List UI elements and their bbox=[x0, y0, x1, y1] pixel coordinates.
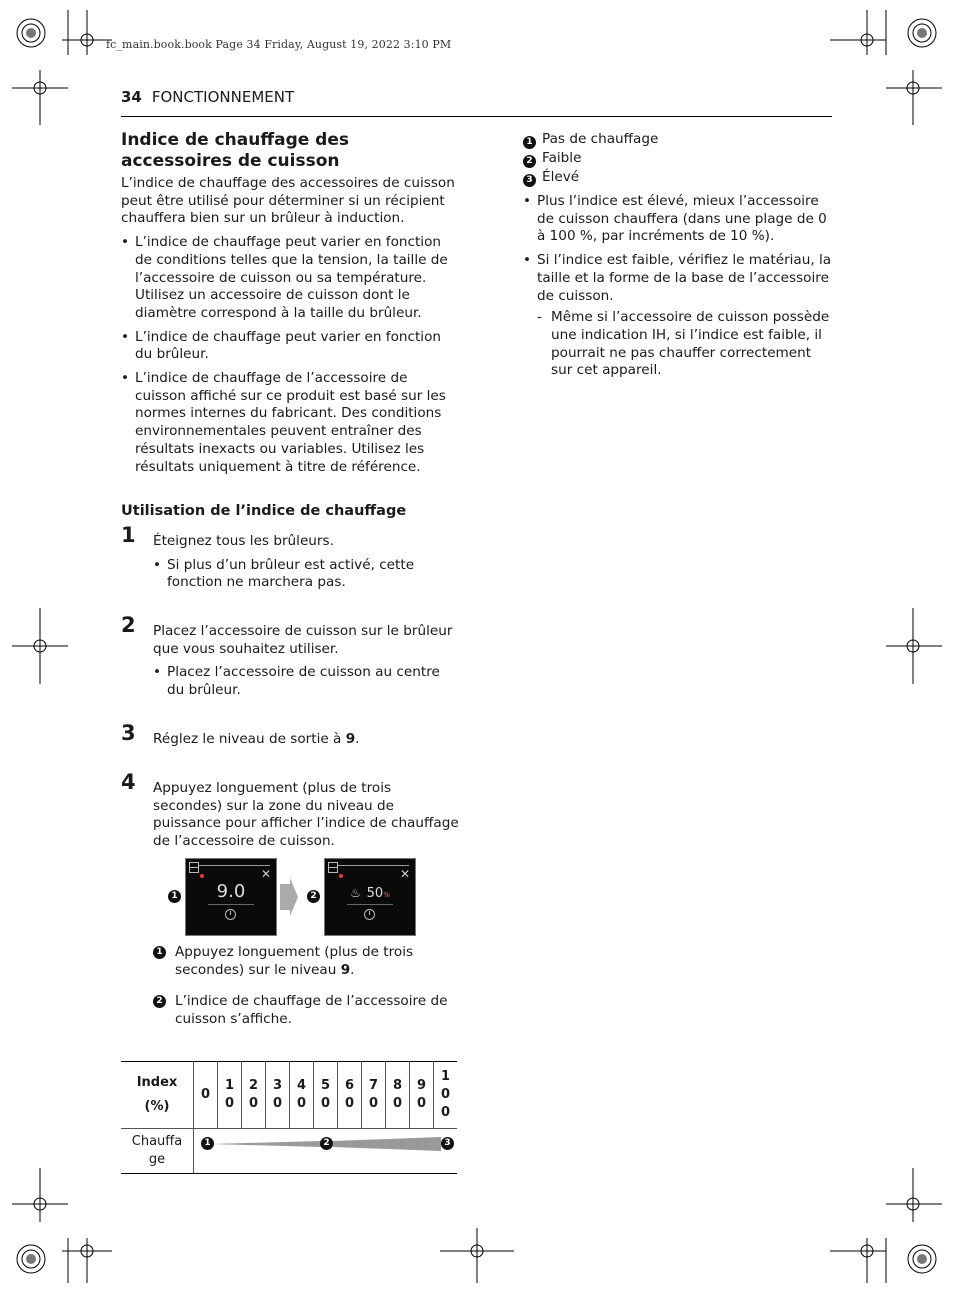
list-item: • L’indice de chauffage peut varier en fonction du brûleur. bbox=[121, 329, 461, 364]
right-column bbox=[523, 131, 833, 386]
step-1 bbox=[121, 523, 461, 598]
timer-icon bbox=[225, 909, 236, 920]
heating-index-value: 50 bbox=[366, 886, 384, 901]
list-item: • Si l’indice est faible, vérifiez le matériau, la taille et la forme de la base de l’accessoire de cuisson. - Même si l’accessoire de cuisson possède une indication IH, si l’indice est faible, il pourrait ne pas chauffer correctement sur cet appareil. bbox=[523, 252, 833, 380]
step-number: 4 bbox=[121, 770, 136, 794]
lock-icon bbox=[328, 862, 338, 873]
list-item: 1 Pas de chauffage bbox=[523, 131, 833, 149]
step-text: Réglez le niveau de sortie à 9. bbox=[153, 731, 360, 747]
table-cell: 7 0 bbox=[362, 1062, 386, 1129]
notes-list bbox=[121, 234, 461, 476]
list-item: • Placez l’accessoire de cuisson au centre du brûleur. bbox=[153, 664, 461, 699]
scale-marker-3: 3 bbox=[441, 1137, 454, 1150]
table-cell: 1 0 bbox=[218, 1062, 242, 1129]
scale-marker-1: 1 bbox=[201, 1137, 214, 1150]
scale-marker-2: 2 bbox=[320, 1137, 333, 1150]
print-slug: fc_main.book.book Page 34 Friday, August 19, 2022 3:10 PM bbox=[106, 38, 452, 51]
heating-index-readout bbox=[325, 882, 415, 905]
step-2 bbox=[121, 613, 461, 706]
figure-marker-1: 1 bbox=[168, 890, 181, 903]
intro-paragraph: L’indice de chauffage des accessoires de cuisson peut être utilisé pour déterminer si un récipient chauffera bien sur un brûleur à induction. bbox=[121, 175, 455, 227]
table-row bbox=[121, 1062, 457, 1129]
table-cell: 2 0 bbox=[242, 1062, 266, 1129]
figure-legend-2 bbox=[153, 993, 453, 1028]
legend-marker: 2 bbox=[153, 995, 166, 1008]
figure-legend-1 bbox=[153, 944, 453, 979]
table-cell: 5 0 bbox=[314, 1062, 338, 1129]
list-item: • L’indice de chauffage peut varier en fonction de conditions telles que la tension, la taille de l’accessoire de cuisson ou sa température. Utilisez un accessoire de cuisson dont le diamètre correspond à la taille du brûleur. bbox=[121, 234, 461, 323]
list-item: 3 Élevé bbox=[523, 169, 833, 187]
step-3 bbox=[121, 721, 461, 749]
close-icon: ✕ bbox=[399, 867, 410, 881]
step-text: Éteignez tous les brûleurs. bbox=[153, 533, 334, 549]
arrow-right-icon bbox=[280, 878, 300, 916]
subsection-heading: Utilisation de l’indice de chauffage bbox=[121, 503, 407, 520]
list-item: - Même si l’accessoire de cuisson possède une indication IH, si l’indice est faible, il pourrait ne pas chauffer correctement sur cet appareil. bbox=[523, 309, 833, 380]
legend-text: L’indice de chauffage de l’accessoire de cuisson s’affiche. bbox=[175, 993, 448, 1027]
step-number: 3 bbox=[121, 721, 136, 745]
legend-marker: 1 bbox=[153, 946, 166, 959]
step-number: 1 bbox=[121, 523, 136, 547]
header-rule bbox=[121, 116, 832, 117]
power-level-value: 9.0 bbox=[216, 881, 246, 902]
notes-list bbox=[523, 193, 833, 380]
lock-icon bbox=[189, 862, 199, 873]
scale-wedge-low bbox=[210, 1141, 322, 1147]
table-cell: 6 0 bbox=[338, 1062, 362, 1129]
heating-levels-list bbox=[523, 131, 833, 187]
scale-wedge-high bbox=[333, 1137, 441, 1151]
table-cell: 8 0 bbox=[386, 1062, 410, 1129]
table-header-cell: Chauffa ge bbox=[121, 1129, 194, 1174]
figure-marker-2: 2 bbox=[307, 890, 320, 903]
section-heading: Indice de chauffage des accessoires de cuisson bbox=[121, 130, 349, 171]
page-header bbox=[121, 88, 294, 106]
table-cell: 1 0 0 bbox=[434, 1062, 458, 1129]
table-cell: 3 0 bbox=[266, 1062, 290, 1129]
pot-icon: ♨ bbox=[350, 886, 361, 900]
indicator-dot bbox=[339, 874, 343, 878]
list-item: • L’indice de chauffage de l’accessoire de cuisson affiché sur ce produit est basé sur les normes internes du fabricant. Des conditions environnementales peuvent entraîner des résultats inexacts ou variables. Utilisez les résultats uniquement à titre de référence. bbox=[121, 370, 461, 476]
left-column bbox=[121, 130, 461, 520]
step-4 bbox=[121, 770, 461, 851]
percent-unit: % bbox=[383, 891, 390, 899]
list-item: • Plus l’indice est élevé, mieux l’accessoire de cuisson chauffera (dans une plage de 0 à 100 %, par incréments de 10 %). bbox=[523, 193, 833, 246]
table-cell: 0 bbox=[194, 1062, 218, 1129]
table-cell: 4 0 bbox=[290, 1062, 314, 1129]
page-number: 34 bbox=[121, 88, 142, 106]
step-number: 2 bbox=[121, 613, 136, 637]
display-panel-level bbox=[185, 858, 277, 936]
close-icon: ✕ bbox=[260, 867, 271, 881]
display-panel-index bbox=[324, 858, 416, 936]
step-text: Placez l’accessoire de cuisson sur le brûleur que vous souhaitez utiliser. bbox=[153, 623, 453, 657]
list-item: • Si plus d’un brûleur est activé, cette fonction ne marchera pas. bbox=[153, 557, 461, 592]
table-cell: 9 0 bbox=[410, 1062, 434, 1129]
heating-index-table bbox=[121, 1061, 457, 1174]
legend-text: Appuyez longuement (plus de trois secondes) sur le niveau 9. bbox=[175, 944, 414, 978]
list-item: 2 Faible bbox=[523, 150, 833, 168]
timer-icon bbox=[364, 909, 375, 920]
table-header-cell: Index (%) bbox=[121, 1062, 194, 1129]
section-title: FONCTIONNEMENT bbox=[151, 88, 295, 106]
step-text: Appuyez longuement (plus de trois secondes) sur la zone du niveau de puissance pour afficher l’indice de chauffage de l’accessoire de cuisson. bbox=[153, 780, 459, 850]
indicator-dot bbox=[200, 874, 204, 878]
